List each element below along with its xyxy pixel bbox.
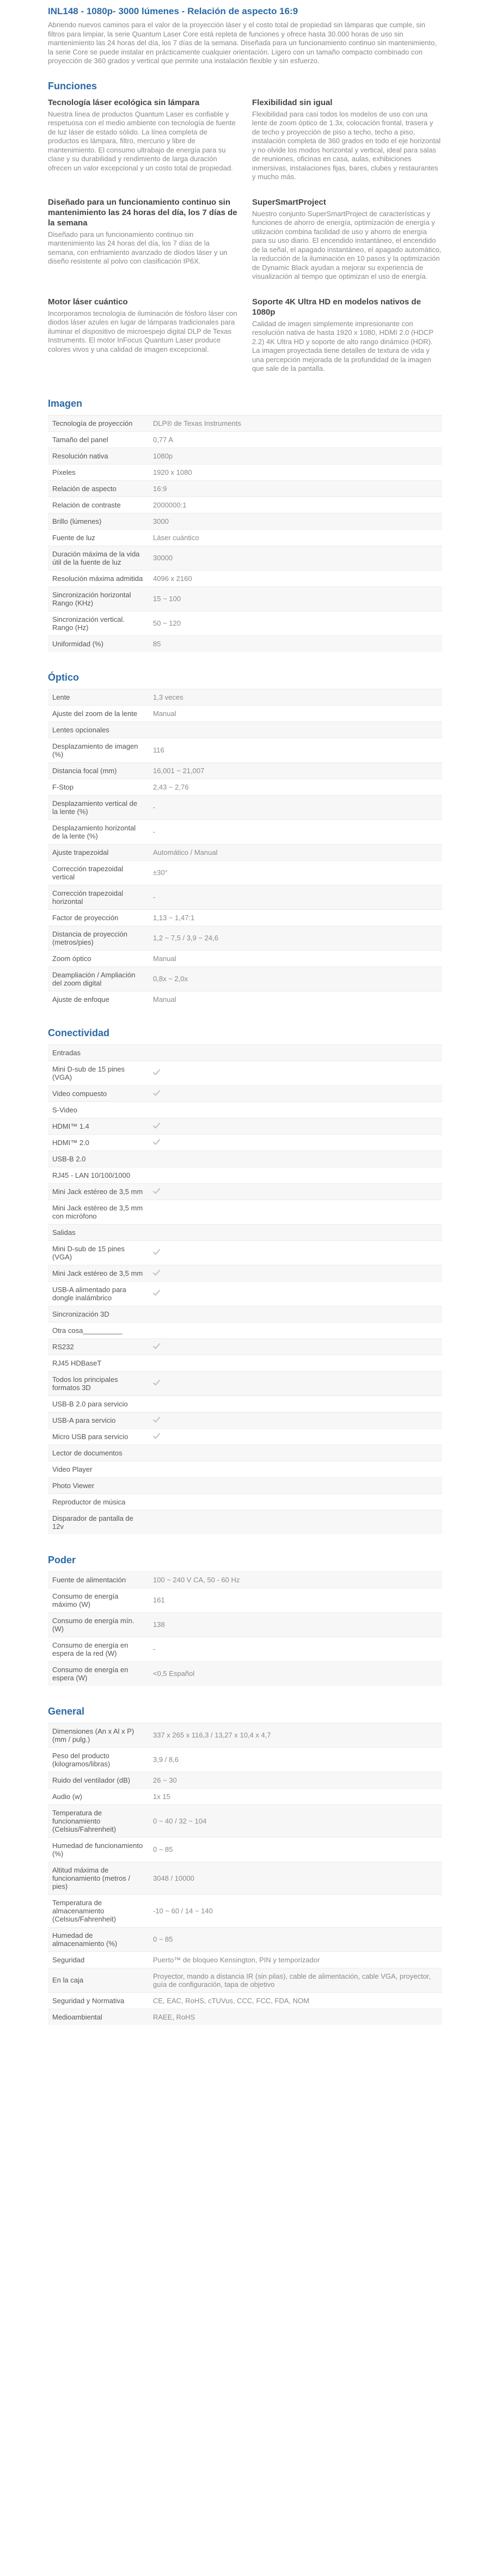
table-row [48,1224,442,1240]
feature-block [48,97,238,182]
spec-label: Todos los principales formatos 3D [48,1371,149,1396]
feature-title: SuperSmartProject [252,197,326,207]
table-row [48,1322,442,1338]
table-row [48,1747,442,1772]
spec-value: 0 ~ 85 [149,1927,442,1951]
spec-label: Desplazamiento horizontal de la lente (%) [48,819,149,844]
spec-value: <0,5 Español [149,1661,442,1686]
table-row [48,1371,442,1396]
table-row [48,1428,442,1445]
spec-label: En la caja [48,1968,149,1992]
spec-label: Factor de proyección [48,909,149,926]
spec-section-heading: Óptico [48,671,79,683]
spec-table [48,415,442,652]
spec-value: 0,8x ~ 2,0x [149,966,442,991]
spec-label: RJ45 - LAN 10/100/1000 [48,1167,149,1183]
spec-label: USB-A para servicio [48,1412,149,1428]
table-row [48,529,442,546]
feature-block [48,197,238,282]
spec-value: 1x 15 [149,1788,442,1804]
feature-title: Flexibilidad sin igual [252,97,333,107]
table-row [48,721,442,738]
checkmark-icon [153,1123,160,1129]
spec-label: Sincronización vertical. Rango (Hz) [48,611,149,635]
spec-value: Puerto™ de bloqueo Kensington, PIN y temporizador [149,1951,442,1968]
spec-value: 30000 [149,546,442,570]
table-row [48,1134,442,1151]
spec-value: - [149,819,442,844]
spec-label: Video Player [48,1461,149,1477]
spec-label: Resolución nativa [48,448,149,464]
table-row [48,1637,442,1661]
table-row [48,611,442,635]
spec-table [48,689,442,1007]
checkmark-icon [153,1188,160,1194]
spec-value: 138 [149,1612,442,1637]
spec-value [149,1306,442,1322]
spec-sections [48,397,442,2025]
spec-value: Manual [149,950,442,966]
spec-label: Sincronización horizontal Rango (KHz) [48,586,149,611]
spec-value: RAEE, RoHS [149,2009,442,2025]
spec-value [149,1412,442,1428]
spec-value [149,1061,442,1085]
spec-value [149,1200,442,1224]
spec-value [149,1371,442,1396]
checkmark-icon [153,1417,160,1423]
feature-text: Nuestra línea de productos Quantum Laser es confiable y respetuosa con el medio ambiente con tecnología de fuente de luz láser de estado sólido. La línea completa de productos es lámpara, filtro, mercurio y libre de mantenimiento. El consumo ultrabajo de energía para su clase y su durabilidad y rendimiento de larga duración ofrecen un valor excepcional y un costo total de propiedad. [48,109,236,172]
spec-label: Salidas [48,1224,149,1240]
feature-block [252,197,442,282]
spec-value [149,1151,442,1167]
table-row [48,1804,442,1837]
feature-text: Diseñado para un funcionamiento continuo sin mantenimiento las 24 horas del día, los 7 días de la semana, con enfriamiento avanzado de diodos láser y un diseño resistente al polvo con clasificación IP6X. [48,230,228,265]
spec-value: 0 ~ 40 / 32 ~ 104 [149,1804,442,1837]
table-row [48,885,442,909]
spec-value: ±30° [149,860,442,885]
table-row [48,1951,442,1968]
features-grid [48,97,442,374]
table-row [48,1862,442,1894]
spec-label: Seguridad [48,1951,149,1968]
spec-value: 3048 / 10000 [149,1862,442,1894]
spec-value [149,1338,442,1355]
spec-value: -10 ~ 60 / 14 ~ 140 [149,1894,442,1927]
spec-value: 1,3 veces [149,689,442,705]
spec-label: RS232 [48,1338,149,1355]
features-heading: Funciones [48,80,97,91]
spec-label: Distancia focal (mm) [48,762,149,779]
spec-value [149,1240,442,1265]
spec-label: Ajuste de enfoque [48,991,149,1007]
spec-value: - [149,885,442,909]
table-row [48,546,442,570]
spec-label: Lentes opcionales [48,721,149,738]
spec-label: Zoom óptico [48,950,149,966]
spec-value: 0 ~ 85 [149,1837,442,1862]
table-row [48,1281,442,1306]
table-row [48,1992,442,2009]
spec-label: Mini D-sub de 15 pines (VGA) [48,1061,149,1085]
feature-block [252,97,442,182]
spec-label: Resolución máxima admitida [48,570,149,586]
spec-label: Corrección trapezoidal vertical [48,860,149,885]
spec-value: Automático / Manual [149,844,442,860]
spec-label: Ajuste trapezoidal [48,844,149,860]
feature-title: Tecnología láser ecológica sin lámpara [48,97,200,107]
spec-label: Relación de aspecto [48,480,149,497]
table-row [48,1355,442,1371]
table-row [48,1102,442,1118]
spec-label: Peso del producto (kilogramos/libras) [48,1747,149,1772]
table-row [48,1723,442,1747]
checkmark-icon [153,1249,160,1255]
table-row [48,1265,442,1281]
spec-label: Ajuste del zoom de la lente [48,705,149,721]
spec-label: Mini D-sub de 15 pines (VGA) [48,1240,149,1265]
spec-label: Mini Jack estéreo de 3,5 mm con micrófono [48,1200,149,1224]
table-row [48,1396,442,1412]
spec-value [149,1396,442,1412]
table-row [48,1061,442,1085]
table-row [48,819,442,844]
spec-label: RJ45 HDBaseT [48,1355,149,1371]
spec-value: 15 ~ 100 [149,586,442,611]
table-row [48,1240,442,1265]
table-row [48,966,442,991]
spec-value [149,1224,442,1240]
spec-value [149,1428,442,1445]
spec-label: Desplazamiento vertical de la lente (%) [48,795,149,819]
table-row [48,1772,442,1788]
table-row [48,689,442,705]
feature-title: Soporte 4K Ultra HD en modelos nativos de 1080p [252,297,421,317]
spec-value: 1920 x 1080 [149,464,442,480]
spec-value [149,1445,442,1461]
spec-label: Disparador de pantalla de 12v [48,1510,149,1534]
spec-value [149,1265,442,1281]
spec-label: S-Video [48,1102,149,1118]
spec-value: 1080p [149,448,442,464]
table-row [48,1200,442,1224]
spec-label: Consumo de energía en espera (W) [48,1661,149,1686]
feature-text: Incorporamos tecnología de iluminación de fósforo láser con diodos láser azules en lugar de lámparas tradicionales para iluminar el dispositivo de microespejo digital DLP de Texas Instruments. El motor InFocus Quantum Laser produce colores vivos y una calidad de imagen excepcional. [48,309,237,353]
spec-table [48,1723,442,2025]
spec-label: Temperatura de almacenamiento (Celsius/Fahrenheit) [48,1894,149,1927]
spec-label: USB-B 2.0 para servicio [48,1396,149,1412]
table-row [48,779,442,795]
table-row [48,1118,442,1134]
spec-label: Desplazamiento de imagen (%) [48,738,149,762]
table-row [48,570,442,586]
spec-label: Mini Jack estéreo de 3,5 mm [48,1265,149,1281]
table-row [48,1494,442,1510]
table-row [48,795,442,819]
spec-value: 0,77 A [149,431,442,448]
spec-label: Consumo de energía mín. (W) [48,1612,149,1637]
table-row [48,1044,442,1061]
checkmark-icon [153,1433,160,1439]
table-row [48,415,442,431]
table-row [48,1445,442,1461]
spec-value: 16:9 [149,480,442,497]
spec-value [149,1477,442,1494]
feature-title: Motor láser cuántico [48,297,128,307]
table-row [48,1477,442,1494]
table-row [48,1510,442,1534]
table-row [48,513,442,529]
table-row [48,464,442,480]
spec-value: 85 [149,635,442,652]
spec-label: Distancia de proyección (metros/pies) [48,926,149,950]
spec-label: Sincronización 3D [48,1306,149,1322]
spec-label: Temperatura de funcionamiento (Celsius/Fahrenheit) [48,1804,149,1837]
spec-label: Lector de documentos [48,1445,149,1461]
checkmark-icon [153,1290,160,1296]
spec-label: Audio (w) [48,1788,149,1804]
spec-label: Tamaño del panel [48,431,149,448]
table-row [48,497,442,513]
spec-value: 100 ~ 240 V CA, 50 - 60 Hz [149,1571,442,1588]
spec-label: Humedad de almacenamiento (%) [48,1927,149,1951]
checkmark-icon [153,1270,160,1276]
spec-value [149,1102,442,1118]
table-row [48,991,442,1007]
table-row [48,1151,442,1167]
spec-value [149,1461,442,1477]
spec-value: CE, EAC, RoHS, cTUVus, CCC, FCC, FDA, NOM [149,1992,442,2009]
spec-label: Brillo (lúmenes) [48,513,149,529]
spec-value: 161 [149,1588,442,1612]
spec-value: 1,2 ~ 7,5 / 3,9 ~ 24,6 [149,926,442,950]
spec-label: Ruido del ventilador (dB) [48,1772,149,1788]
spec-table [48,1044,442,1534]
table-row [48,705,442,721]
table-row [48,586,442,611]
table-row [48,635,442,652]
spec-label: Consumo de energía en espera de la red (W) [48,1637,149,1661]
spec-label: Uniformidad (%) [48,635,149,652]
spec-label: Relación de contraste [48,497,149,513]
spec-value: - [149,795,442,819]
spec-value [149,721,442,738]
spec-label: Fuente de alimentación [48,1571,149,1588]
checkmark-icon [153,1090,160,1096]
table-row [48,1968,442,1992]
table-row [48,738,442,762]
spec-value [149,1085,442,1102]
table-row [48,1461,442,1477]
feature-title: Diseñado para un funcionamiento continuo sin mantenimiento las 24 horas del día, los 7 días de la semana [48,197,237,228]
spec-value [149,1044,442,1061]
spec-label: HDMI™ 2.0 [48,1134,149,1151]
spec-label: Tecnología de proyección [48,415,149,431]
spec-value [149,1134,442,1151]
spec-value: 4096 x 2160 [149,570,442,586]
spec-label: Altitud máxima de funcionamiento (metros / pies) [48,1862,149,1894]
spec-value: 26 ~ 30 [149,1772,442,1788]
table-row [48,1661,442,1686]
spec-label: Dimensiones (An x Al x P) (mm / pulg.) [48,1723,149,1747]
table-row [48,1338,442,1355]
feature-text: Nuestro conjunto SuperSmartProject de características y funciones de ahorro de energía, optimización de energía y utilización combina facilidad de uso y ahorro de energía para su uso diario. El encendido instantáneo, el encendido de la señal, el apagado instantáneo, el apagado automático, la reducción de la iluminación en 10 pasos y la optimización de Dynamic Black ayudan a mejorar su experiencia de visualización al tiempo que optimizan el uso de energía. [252,209,442,280]
spec-value [149,1183,442,1200]
spec-label: Consumo de energía máximo (W) [48,1588,149,1612]
feature-text: Flexibilidad para casi todos los modelos de uso con una lente de zoom óptico de 1.3x, colocación frontal, trasera y de techo y proyección de piso a techo, techo a piso, instalación completa de 360 grados en todo el eje horizontal y no olvide los modos horizontal y vertical, ideal para salas de reuniones, oficinas en casa, aulas, exhibiciones inmersivas, instalaciones fijas, bares, clubes y restaurantes y mucho más. [252,109,441,181]
spec-section-heading: General [48,1705,85,1717]
checkmark-icon [153,1069,160,1075]
table-row [48,1085,442,1102]
spec-section-heading: Conectividad [48,1027,110,1038]
table-row [48,480,442,497]
table-row [48,860,442,885]
spec-value [149,1494,442,1510]
spec-value: 116 [149,738,442,762]
spec-value: 1,13 ~ 1,47:1 [149,909,442,926]
product-title: INL148 - 1080p- 3000 lúmenes - Relación de aspecto 16:9 [48,6,298,16]
spec-value: Manual [149,991,442,1007]
spec-value: DLP® de Texas Instruments [149,415,442,431]
table-row [48,2009,442,2025]
spec-label: HDMI™ 1.4 [48,1118,149,1134]
spec-label: Píxeles [48,464,149,480]
spec-value: Proyector, mando a distancia IR (sin pilas), cable de alimentación, cable VGA, proyector, guía de configuración, tapa de objetivo [149,1968,442,1992]
spec-label: Micro USB para servicio [48,1428,149,1445]
table-row [48,1571,442,1588]
spec-value: 3,9 / 8,6 [149,1747,442,1772]
table-row [48,1612,442,1637]
spec-value: 16,001 ~ 21,007 [149,762,442,779]
table-row [48,1788,442,1804]
checkmark-icon [153,1380,160,1386]
table-row [48,1412,442,1428]
table-row [48,950,442,966]
spec-value: Manual [149,705,442,721]
table-row [48,1306,442,1322]
spec-label: USB-B 2.0 [48,1151,149,1167]
feature-text: Calidad de imagen simplemente impresionante con resolución nativa de hasta 1920 x 1080, HDMI 2.0 (HDCP 2.2) 4K Ultra HD y soporte de alto rango dinámico (HDR). La imagen proyectada tiene detalles de textura de vida y una percepción mejorada de la profundidad de la imagen que sale de la pantalla. [252,319,433,372]
product-intro: Abriendo nuevos caminos para el valor de la proyección láser y el costo total de propiedad sin lámparas que cumple, sin filtros para limpiar, la serie Quantum Laser Core está repleta de funciones y ofrece hasta 30.000 horas de uso sin mantenimiento las 24 horas del día, los 7 días de la semana. Diseñada para un funcionamiento continuo sin mantenimiento, la serie Core se puede instalar en prácticamente cualquier orientación. Ligero con un tamaño compacto combinado con proyección de 360 grados y vertical que permite una instalación flexible y sin esfuerzo. [48,21,437,65]
spec-value: 50 ~ 120 [149,611,442,635]
spec-value: 337 x 265 x 116,3 / 13,27 x 10,4 x 4,7 [149,1723,442,1747]
spec-value [149,1322,442,1338]
spec-value [149,1167,442,1183]
checkmark-icon [153,1139,160,1145]
spec-label: Seguridad y Normativa [48,1992,149,2009]
table-row [48,1894,442,1927]
spec-label: Photo Viewer [48,1477,149,1494]
spec-value [149,1281,442,1306]
table-row [48,1927,442,1951]
spec-label: F-Stop [48,779,149,795]
spec-label: Deampliación / Ampliación del zoom digital [48,966,149,991]
spec-label: Corrección trapezoidal horizontal [48,885,149,909]
spec-label: Humedad de funcionamiento (%) [48,1837,149,1862]
checkmark-icon [153,1343,160,1349]
feature-block [252,297,442,374]
spec-value: 2000000:1 [149,497,442,513]
spec-value: Láser cuántico [149,529,442,546]
table-row [48,762,442,779]
spec-label: Duración máxima de la vida útil de la fuente de luz [48,546,149,570]
spec-value [149,1118,442,1134]
table-row [48,448,442,464]
table-row [48,909,442,926]
spec-label: Mini Jack estéreo de 3,5 mm [48,1183,149,1200]
table-row [48,1167,442,1183]
table-row [48,1588,442,1612]
spec-label: USB-A alimentado para dongle inalámbrico [48,1281,149,1306]
spec-label: Video compuesto [48,1085,149,1102]
spec-label: Medioambiental [48,2009,149,2025]
spec-value: 3000 [149,513,442,529]
spec-section-heading: Imagen [48,397,83,409]
table-row [48,844,442,860]
feature-block [48,297,238,374]
spec-label: Lente [48,689,149,705]
spec-label: Entradas [48,1044,149,1061]
table-row [48,926,442,950]
spec-section-heading: Poder [48,1554,76,1565]
table-row [48,431,442,448]
spec-value [149,1510,442,1534]
spec-value [149,1355,442,1371]
spec-label: Reproductor de música [48,1494,149,1510]
spec-value: - [149,1637,442,1661]
spec-label: Fuente de luz [48,529,149,546]
table-row [48,1183,442,1200]
table-row [48,1837,442,1862]
spec-label: Otra cosa__________ [48,1322,149,1338]
spec-value: 2,43 ~ 2,76 [149,779,442,795]
spec-table [48,1571,442,1686]
